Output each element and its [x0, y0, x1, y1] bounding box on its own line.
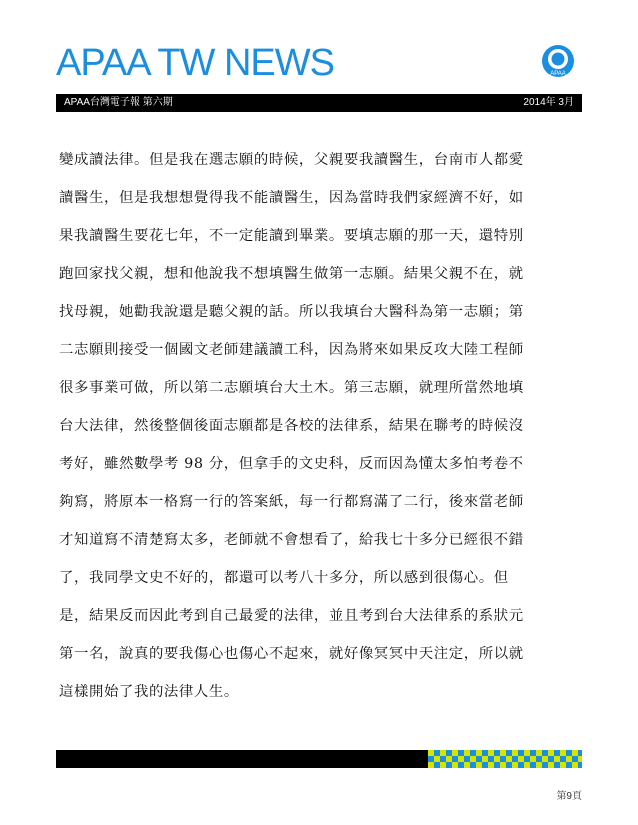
- checker-cell: [506, 756, 512, 762]
- checker-cell: [512, 762, 518, 768]
- checker-cell: [428, 762, 434, 768]
- checker-cell: [518, 762, 524, 768]
- checker-cell: [524, 756, 530, 762]
- checker-cell: [470, 750, 476, 756]
- body-line: 考好，雖然數學考 98 分，但拿手的文史科，反而因為懂太多怕考卷不: [59, 456, 524, 472]
- checker-cell: [578, 750, 582, 756]
- apaa-logo-icon: [541, 44, 575, 78]
- body-line: 讀醫生，但是我想想覺得我不能讀醫生，因為當時我們家經濟不好，如: [59, 190, 524, 206]
- checker-cell: [434, 756, 440, 762]
- checker-cell: [506, 750, 512, 756]
- checker-cell: [500, 762, 506, 768]
- checker-cell: [536, 750, 542, 756]
- checker-cell: [530, 756, 536, 762]
- checker-cell: [452, 750, 458, 756]
- checker-cell: [524, 762, 530, 768]
- checker-cell: [500, 750, 506, 756]
- checker-cell: [476, 756, 482, 762]
- checker-cell: [542, 750, 548, 756]
- checker-cell: [458, 750, 464, 756]
- checker-cell: [488, 762, 494, 768]
- body-line: 很多事業可做，所以第二志願填台大土木。第三志願，就理所當然地填: [59, 380, 524, 396]
- body-line: 這樣開始了我的法律人生。: [59, 684, 239, 700]
- checker-cell: [458, 756, 464, 762]
- checker-cell: [470, 756, 476, 762]
- body-line: 跑回家找父親，想和他說我不想填醫生做第一志願。結果父親不在，就: [59, 266, 524, 282]
- checker-cell: [548, 750, 554, 756]
- footer-black-strip: [56, 750, 428, 768]
- checker-cell: [488, 750, 494, 756]
- checker-cell: [524, 750, 530, 756]
- checker-cell: [428, 750, 434, 756]
- checker-cell: [530, 750, 536, 756]
- checker-cell: [488, 756, 494, 762]
- body-line: 果我讀醫生要花七年，不一定能讀到畢業。要填志願的那一天，還特別: [59, 228, 524, 244]
- checker-cell: [506, 762, 512, 768]
- checker-cell: [458, 762, 464, 768]
- checker-cell: [548, 756, 554, 762]
- checker-cell: [566, 756, 572, 762]
- checker-cell: [446, 762, 452, 768]
- checker-cell: [518, 756, 524, 762]
- checker-cell: [554, 756, 560, 762]
- checker-cell: [482, 762, 488, 768]
- checker-cell: [566, 750, 572, 756]
- checker-cell: [518, 750, 524, 756]
- body-line: 台大法律，然後整個後面志願都是各校的法律系，結果在聯考的時候沒: [59, 418, 524, 434]
- checker-cell: [512, 750, 518, 756]
- body-line: 找母親，她勸我說還是聽父親的話。所以我填台大醫科為第一志願；第: [59, 304, 524, 320]
- checker-cell: [536, 756, 542, 762]
- checker-cell: [440, 756, 446, 762]
- checker-cell: [440, 750, 446, 756]
- page-number: 第9頁: [556, 791, 582, 802]
- checker-cell: [560, 750, 566, 756]
- checker-cell: [566, 762, 572, 768]
- checker-cell: [512, 756, 518, 762]
- checker-cell: [494, 756, 500, 762]
- footer-checker-pattern: [428, 750, 582, 768]
- checker-cell: [572, 762, 578, 768]
- checker-cell: [464, 756, 470, 762]
- svg-text:APAA: APAA: [550, 71, 566, 77]
- checker-cell: [428, 756, 434, 762]
- issue-header-bar: [56, 94, 582, 112]
- checker-cell: [560, 756, 566, 762]
- checker-cell: [572, 756, 578, 762]
- checker-cell: [476, 762, 482, 768]
- checker-cell: [482, 750, 488, 756]
- checker-cell: [500, 756, 506, 762]
- body-line: 夠寫，將原本一格寫一行的答案紙，每一行都寫滿了二行，後來當老師: [59, 494, 524, 510]
- checker-cell: [536, 762, 542, 768]
- body-line: 變成讀法律。但是我在選志願的時候，父親要我讀醫生，台南市人都愛: [59, 152, 524, 168]
- body-line: 了，我同學文史不好的，都還可以考八十多分，所以感到很傷心。但: [59, 570, 509, 586]
- checker-cell: [464, 750, 470, 756]
- checker-cell: [542, 756, 548, 762]
- checker-cell: [434, 750, 440, 756]
- issue-label: APAA台灣電子報 第六期: [64, 97, 173, 108]
- checker-cell: [482, 756, 488, 762]
- checker-cell: [494, 750, 500, 756]
- checker-cell: [440, 762, 446, 768]
- checker-cell: [578, 756, 582, 762]
- body-line: 第一名，說真的要我傷心也傷心不起來，就好像冥冥中天注定，所以就: [59, 646, 524, 662]
- checker-cell: [542, 762, 548, 768]
- checker-cell: [452, 756, 458, 762]
- checker-cell: [446, 750, 452, 756]
- checker-cell: [452, 762, 458, 768]
- checker-cell: [464, 762, 470, 768]
- checker-cell: [572, 750, 578, 756]
- checker-cell: [494, 762, 500, 768]
- checker-cell: [548, 762, 554, 768]
- body-line: 二志願則接受一個國文老師建議讀工科，因為將來如果反攻大陸工程師: [59, 342, 524, 358]
- newsletter-title: APAA TW NEWS: [56, 42, 334, 84]
- body-line: 是，結果反而因此考到自己最愛的法律，並且考到台大法律系的系狀元: [59, 608, 524, 624]
- body-line: 才知道寫不清楚寫太多，老師就不會想看了，給我七十多分已經很不錯: [59, 532, 524, 548]
- checker-cell: [434, 762, 440, 768]
- checker-cell: [560, 762, 566, 768]
- issue-date: 2014年 3月: [523, 97, 574, 108]
- checker-cell: [476, 750, 482, 756]
- checker-cell: [530, 762, 536, 768]
- checker-cell: [578, 762, 582, 768]
- checker-cell: [446, 756, 452, 762]
- article-body: [59, 141, 582, 711]
- checker-cell: [554, 762, 560, 768]
- checker-cell: [470, 762, 476, 768]
- checker-cell: [554, 750, 560, 756]
- footer-bar: [56, 750, 582, 768]
